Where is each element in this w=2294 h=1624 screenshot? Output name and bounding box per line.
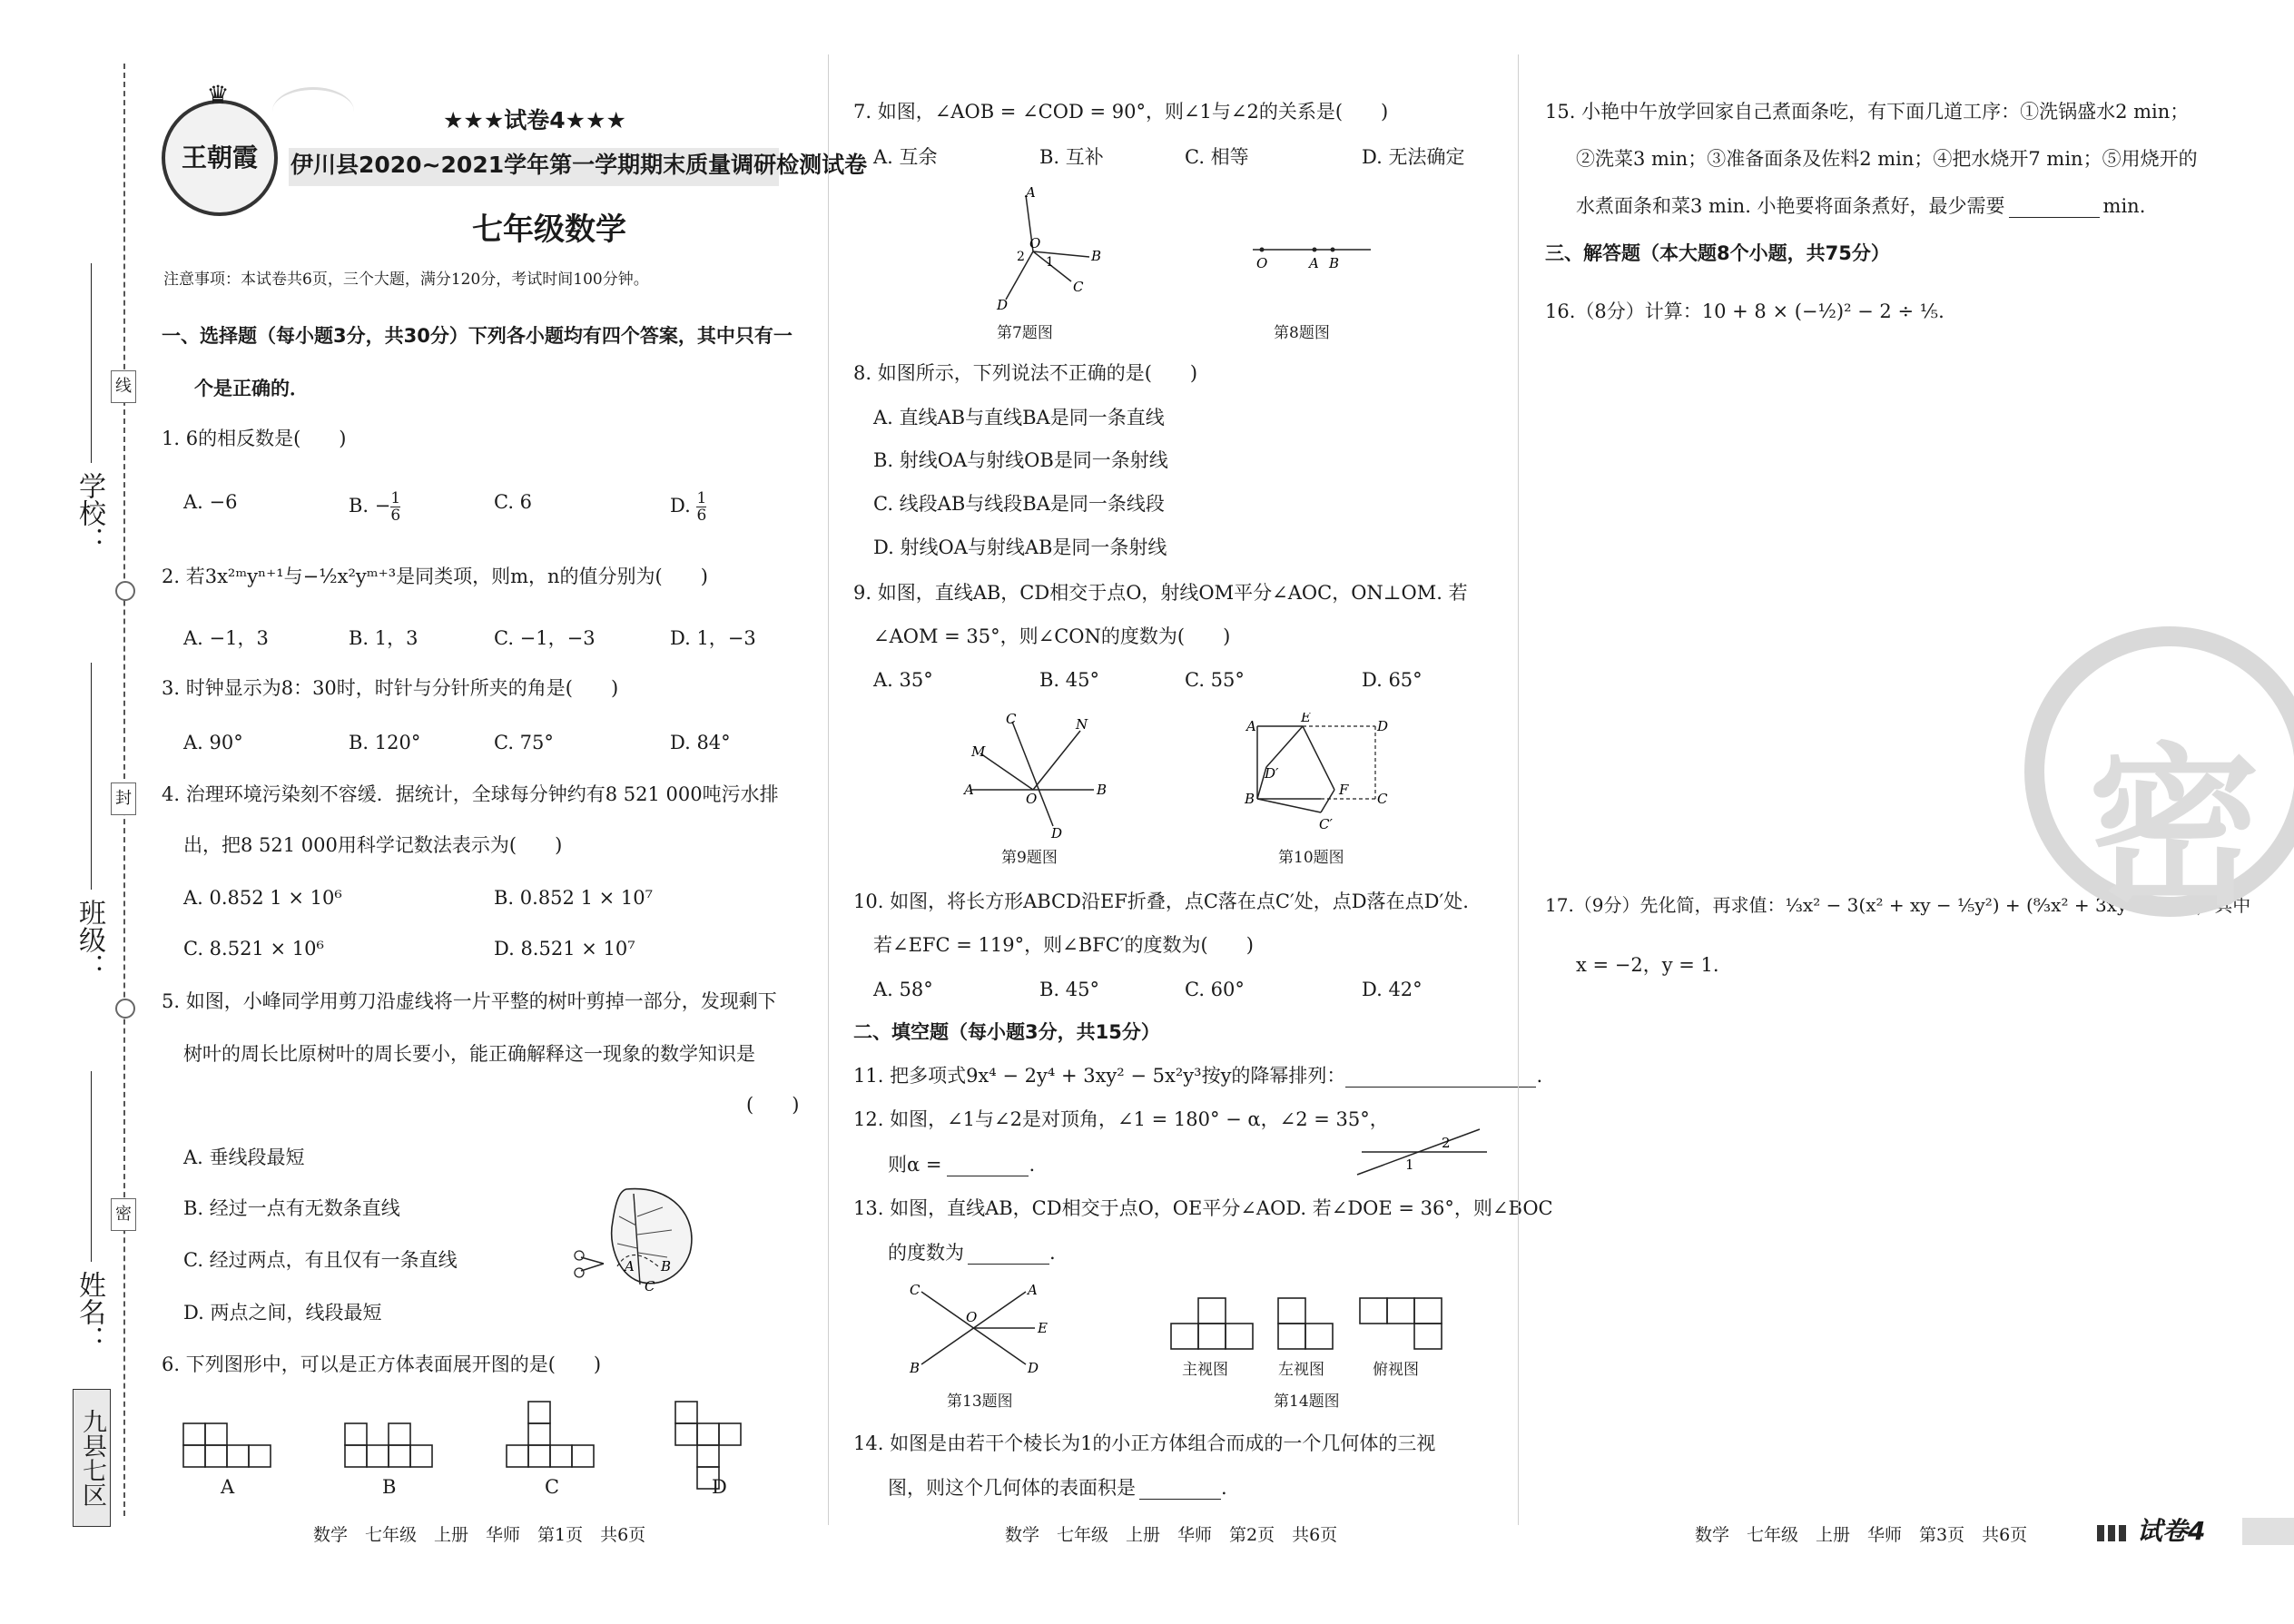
q4-stem-cont: 出，把8 521 000用科学记数法表示为( ) [183,834,563,856]
q8-stem: 8. 如图所示，下列说法不正确的是( ) [853,362,1198,384]
q4-option-b[interactable]: B. 0.852 1 × 10⁷ [494,887,654,909]
svg-text:C′: C′ [1319,816,1333,832]
q14-view-left: 左视图 [1278,1361,1324,1379]
q12-answer-blank[interactable] [947,1157,1029,1176]
q7-option-a[interactable]: A. 互余 [873,146,938,168]
svg-text:M: M [971,743,986,760]
q6-net-figures [172,1398,772,1507]
section-1-heading: 一、选择题（每小题3分，共30分）下列各小题均有四个答案，其中只有一 [162,325,793,347]
svg-text:C: C [1006,713,1017,727]
svg-text:O: O [1256,255,1268,271]
svg-text:1: 1 [1405,1156,1414,1173]
q10-caption: 第10题图 [1278,849,1344,867]
q17-stem: 17.（9分）先化简，再求值：⅓x² − 3(x² + xy − ⅕y²) + (⁸⁄₃x² + 3xy + ⅖y²)，其中 [1545,894,2251,916]
q7-angle-figure [989,186,1126,313]
q5-option-b[interactable]: B. 经过一点有无数条直线 [183,1197,400,1219]
q6-stem: 6. 下列图形中，可以是正方体表面展开图的是( ) [162,1353,602,1375]
school-label: 学校： [74,472,105,554]
q6-label-c[interactable]: C [545,1476,560,1498]
q7-caption: 第7题图 [997,324,1053,342]
q15-answer-blank[interactable] [2009,199,2100,218]
q2-option-d[interactable]: D. 1，−3 [670,627,756,649]
logo-text: 王朝霞 [181,143,258,172]
q9-option-c[interactable]: C. 55° [1185,669,1245,691]
q9-option-b[interactable]: B. 45° [1039,669,1100,691]
q7-option-d[interactable]: D. 无法确定 [1362,146,1465,168]
name-label: 姓名： [74,1271,105,1353]
q10-option-d[interactable]: D. 42° [1362,979,1423,1000]
q8-ray-figure [1244,231,1380,277]
svg-text:A: A [1026,186,1036,201]
column-divider-1 [828,54,829,1525]
q5-leaf-figure [572,1180,708,1307]
q13-caption: 第13题图 [947,1393,1013,1411]
q10-fold-figure [1239,713,1393,840]
q8-caption: 第8题图 [1274,324,1330,342]
q13-line-figure [908,1278,1071,1378]
svg-text:E: E [1301,713,1311,725]
footer-page-2: 数学 七年级 上册 华师 第2页 共6页 [1005,1525,1338,1545]
q5-option-c[interactable]: C. 经过两点，有且仅有一条直线 [183,1249,458,1271]
q10-option-b[interactable]: B. 45° [1039,979,1100,1000]
svg-text:B: B [1329,255,1340,271]
q3-option-d[interactable]: D. 84° [670,732,731,753]
svg-text:A: A [1246,718,1256,734]
q13-text: 的度数为 [888,1242,964,1264]
brand-logo [162,80,278,216]
binding-ring-2 [115,999,135,1019]
svg-text:2: 2 [1017,250,1025,264]
svg-text:C: C [645,1278,655,1294]
svg-text:A: A [964,782,974,798]
exam-title-banner [289,148,868,186]
q2-option-c[interactable]: C. −1，−3 [494,627,596,649]
svg-text:D′: D′ [1265,765,1279,782]
svg-text:C: C [1073,279,1084,295]
q12-stem-cont: 则α = . [888,1154,1036,1176]
binding-word-secret: 密 [111,1198,136,1231]
svg-text:D: D [997,297,1009,313]
q3-stem: 3. 时钟显示为8：30时，时针与分针所夹的角是( ) [162,677,619,699]
q2-stem: 2. 若3x²ᵐyⁿ⁺¹与−½x²yᵐ⁺³是同类项，则m，n的值分别为( ) [162,566,708,587]
q14-caption: 第14题图 [1274,1393,1340,1411]
column-divider-2 [1518,54,1519,1525]
q12-alpha-label: 则α = [888,1154,942,1176]
q15-text: 水煮面条和菜3 min. 小艳要将面条煮好，最少需要 [1576,195,2005,217]
q12-vertical-angle-figure [1353,1120,1498,1184]
footer-page-1: 数学 七年级 上册 华师 第1页 共6页 [313,1525,646,1545]
svg-text:A: A [1028,1282,1038,1298]
q5-answer-paren: ( ) [746,1094,800,1116]
svg-text:O: O [1026,791,1038,807]
q9-stem-cont: ∠AOM = 35°，则∠CON的度数为( ) [873,625,1231,647]
binding-ring-1 [115,581,135,601]
region-box: 九县七区 [73,1389,111,1527]
svg-text:O: O [966,1309,978,1325]
q9-option-a[interactable]: A. 35° [873,669,933,691]
binding-word-line: 线 [111,370,136,403]
subject-title: 七年级数学 [472,212,626,248]
q10-option-a[interactable]: A. 58° [873,979,933,1000]
q8-option-c[interactable]: C. 线段AB与线段BA是同一条线段 [873,493,1165,515]
q15-stem: 15. 小艳中午放学回家自己煮面条吃，有下面几道工序：①洗锅盛水2 min； [1545,101,2190,123]
svg-text:A: A [625,1258,635,1275]
q4-option-c[interactable]: C. 8.521 × 10⁶ [183,938,324,960]
q7-stem: 7. 如图，∠AOB = ∠COD = 90°，则∠1与∠2的关系是( ) [853,101,1389,123]
q13-stem: 13. 如图，直线AB，CD相交于点O，OE平分∠AOD. 若∠DOE = 36°，则∠BOC [853,1197,1553,1219]
q14-three-views-figure [1162,1289,1471,1362]
q9-stem: 9. 如图，直线AB，CD相交于点O，射线OM平分∠AOC，ON⊥OM. 若 [853,582,1468,604]
q1-option-a[interactable]: A. −6 [183,491,238,513]
school-blank-line [91,263,92,463]
svg-text:E: E [1038,1320,1048,1336]
q6-label-d[interactable]: D [712,1476,727,1498]
q6-label-a[interactable]: A [221,1476,235,1498]
name-blank-line [91,1071,92,1262]
crown-icon: ♛ [206,80,230,110]
q1-stem: 1. 6的相反数是( ) [162,428,347,449]
svg-text:B: B [1097,782,1108,798]
q14-answer-blank[interactable] [1139,1481,1221,1500]
q2-option-a[interactable]: A. −1，3 [183,627,269,649]
q5-option-a[interactable]: A. 垂线段最短 [183,1147,305,1168]
q4-stem: 4. 治理环境污染刻不容缓．据统计，全球每分钟约有8 521 000吨污水排 [162,783,779,805]
q9-option-d[interactable]: D. 65° [1362,669,1423,691]
q8-option-d[interactable]: D. 射线OA与射线AB是同一条射线 [873,536,1167,558]
q3-option-c[interactable]: C. 75° [494,732,554,753]
q11-answer-blank[interactable] [1345,1068,1536,1088]
q5-stem-cont: 树叶的周长比原树叶的周长要小，能正确解释这一现象的数学知识是 [183,1043,755,1065]
confidential-seal-char: 密 [2088,728,2261,929]
q4-option-d[interactable]: D. 8.521 × 10⁷ [494,938,635,960]
paper-number: ★★★试卷4★★★ [443,107,626,133]
footer-tag-bar [2242,1518,2294,1545]
q9-angle-figure [962,713,1117,840]
q5-option-d[interactable]: D. 两点之间，线段最短 [183,1302,382,1324]
q1-d-fraction: $\frac{1}{6}$ [696,489,707,525]
svg-text:D: D [1028,1360,1039,1376]
q14-view-front: 主视图 [1182,1361,1228,1379]
section-2-heading: 二、填空题（每小题3分，共15分） [853,1021,1160,1043]
q15-stem-cont-2 [1576,194,2145,218]
q15-stem-cont-1: ②洗菜3 min；③准备面条及佐料2 min；④把水烧开7 min；⑤用烧开的 [1576,148,2198,170]
svg-text:1: 1 [1046,255,1054,270]
q14-text: 图，则这个几何体的表面积是 [888,1477,1136,1499]
q1-option-d[interactable]: D. $\frac{1}{6}$ [670,489,707,525]
q16-stem: 16.（8分）计算：10 + 8 × (−½)² − 2 ÷ ⅕. [1545,300,1944,322]
q14-stem-cont: 图，则这个几何体的表面积是 . [888,1477,1227,1499]
q17-stem-cont: x = −2，y = 1. [1576,954,1719,976]
q9-caption: 第9题图 [1001,849,1058,867]
class-label: 班级： [74,899,105,980]
q14-view-top: 俯视图 [1373,1361,1419,1379]
logo-ribbon-decoration [272,87,354,135]
exam-title: 伊川县2020~2021学年第一学期期末质量调研检测试卷 [290,152,868,178]
q3-option-b[interactable]: B. 120° [349,732,421,753]
svg-text:D: D [1051,825,1063,840]
svg-text:B: B [910,1360,921,1376]
svg-text:2: 2 [1442,1135,1451,1151]
q6-label-b[interactable]: B [382,1476,397,1498]
footer-page-3: 数学 七年级 上册 华师 第3页 共6页 [1695,1525,2028,1545]
q10-stem: 10. 如图，将长方形ABCD沿EF折叠，点C落在点C′处，点D落在点D′处. [853,891,1469,912]
q8-option-a[interactable]: A. 直线AB与直线BA是同一条直线 [873,407,1165,428]
q1-option-c[interactable]: C. 6 [494,491,533,513]
q1-option-b[interactable]: B. − $\frac{1}{6}$ [349,489,401,525]
q14-stem: 14. 如图是由若干个棱长为1的小正方体组合而成的一个几何体的三视 [853,1432,1436,1454]
class-blank-line [91,663,92,890]
q4-option-a[interactable]: A. 0.852 1 × 10⁶ [183,887,342,909]
svg-text:C: C [910,1282,921,1298]
svg-text:F: F [1339,782,1349,798]
q7-option-c[interactable]: C. 相等 [1185,146,1249,168]
section-3-heading: 三、解答题（本大题8个小题，共75分） [1545,242,1890,264]
exam-notice: 注意事项：本试卷共6页，三个大题，满分120分，考试时间100分钟。 [163,271,649,289]
svg-text:D: D [1377,718,1389,734]
q13-answer-blank[interactable] [968,1245,1049,1265]
svg-text:B: B [661,1258,672,1275]
q2-option-b[interactable]: B. 1，3 [349,627,418,649]
footer-tag-decoration [2097,1525,2126,1541]
svg-text:C: C [1377,791,1388,807]
q8-option-b[interactable]: B. 射线OA与射线OB是同一条射线 [873,449,1168,471]
q5-stem: 5. 如图，小峰同学用剪刀沿虚线将一片平整的树叶剪掉一部分，发现剩下 [162,990,777,1012]
q7-option-b[interactable]: B. 互补 [1039,146,1104,168]
section-1-heading-cont: 个是正确的． [194,378,309,399]
q11-stem: 11. 把多项式9x⁴ − 2y⁴ + 3xy² − 5x²y³按y的降幂排列： . [853,1065,1543,1087]
svg-text:N: N [1076,716,1088,733]
binding-word-seal: 封 [111,782,136,815]
q10-stem-cont: 若∠EFC = 119°，则∠BFC′的度数为( ) [873,934,1254,956]
svg-text:O: O [1029,235,1041,251]
q15-unit: min. [2102,195,2146,217]
q13-stem-cont: 的度数为 . [888,1242,1056,1264]
q1-b-fraction: $\frac{1}{6}$ [390,489,401,525]
footer-paper-tag: 试卷4 [2137,1516,2206,1546]
svg-text:A: A [1309,255,1319,271]
q12-stem: 12. 如图，∠1与∠2是对顶角，∠1 = 180° − α，∠2 = 35°， [853,1108,1389,1130]
q11-text: 11. 把多项式9x⁴ − 2y⁴ + 3xy² − 5x²y³按y的降幂排列： [853,1065,1346,1087]
q3-option-a[interactable]: A. 90° [183,732,243,753]
svg-text:B: B [1091,248,1102,264]
q10-option-c[interactable]: C. 60° [1185,979,1245,1000]
svg-text:B: B [1245,791,1255,807]
